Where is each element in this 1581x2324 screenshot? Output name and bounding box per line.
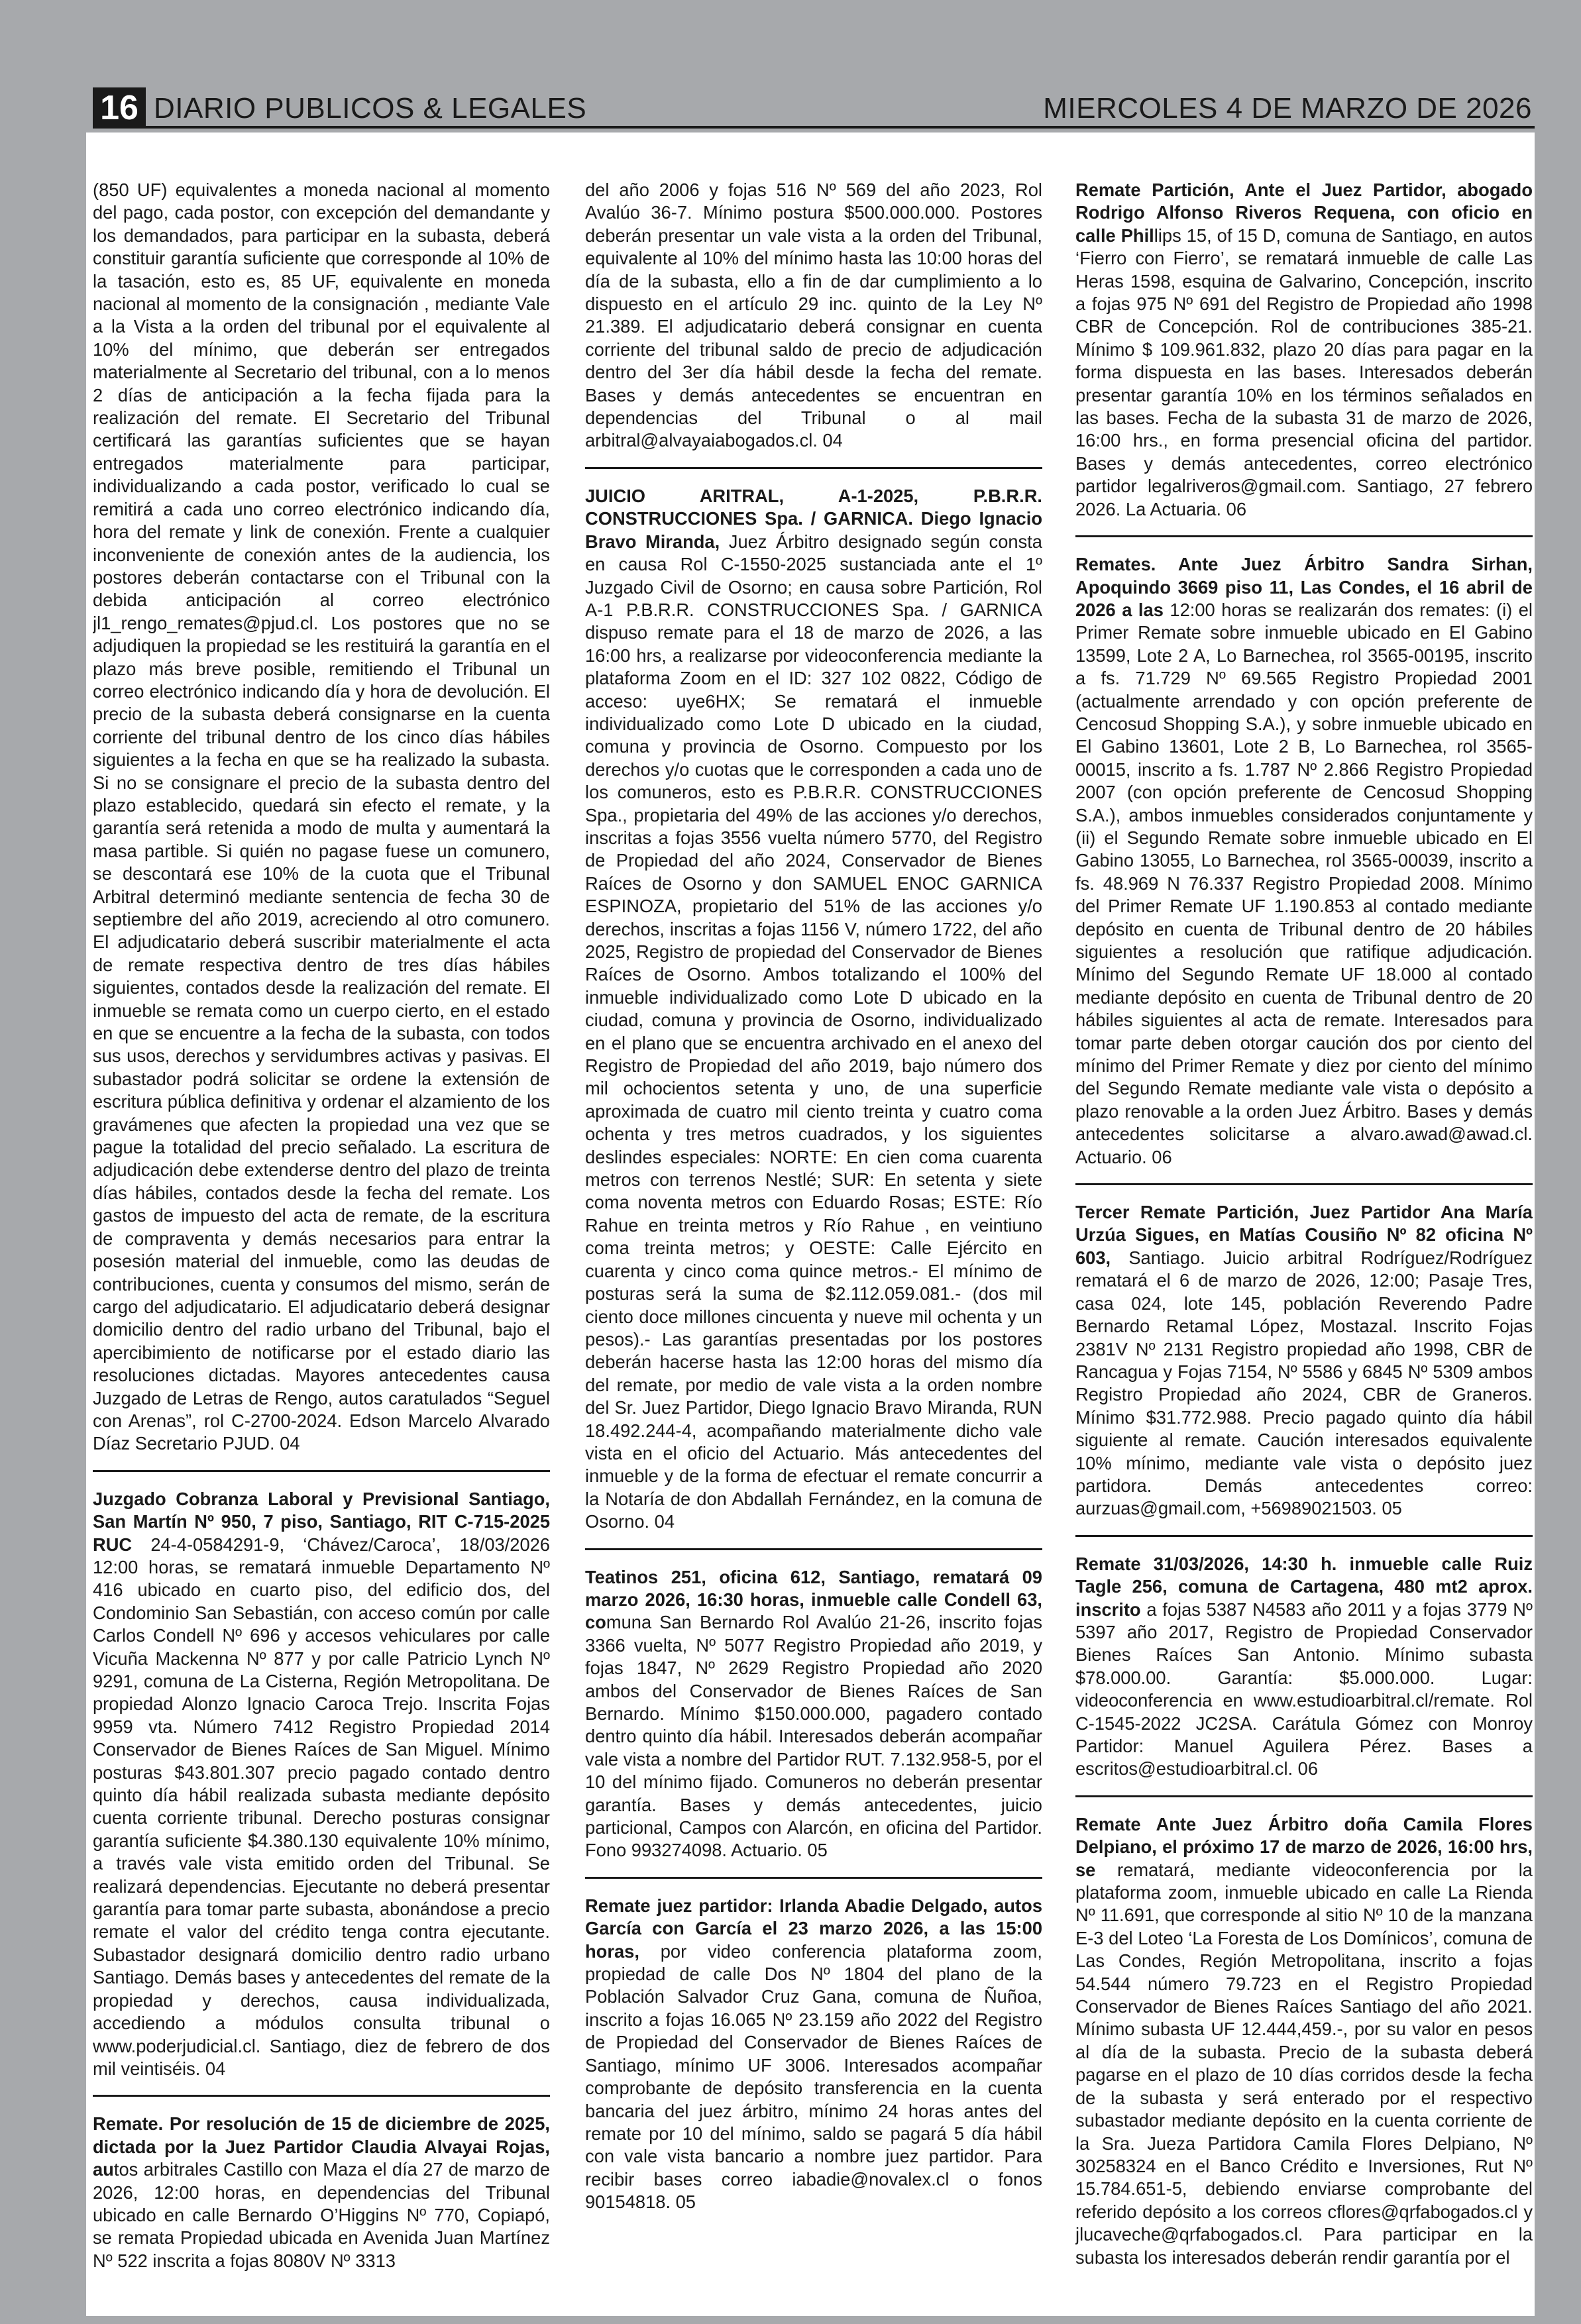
notice-body: rematará, mediante videoconferencia por la plataforma zoom, inmueble ubicado en calle La Rienda Nº 11.691, que corresponde al sitio Nº 10 de la manzana E-3 del Loteo ‘La Foresta de Los Domínicos’, comuna de Las Condes, Región Metropolitana, inscrito a fojas 54.544 número 79.723 en el Registro Propiedad Conservador de Bienes Raíces Santiago del año 2021. Mínimo subasta UF 12.444,459.-, por su valor en pesos al día de la subasta. Precio de la subasta deberá pagarse en el plazo de 10 días corridos desde la fecha de la subasta y será enterado por el respectivo subastador mediante depósito en la cuenta corriente de la Sra. Jueza Partidora Camila Flores Delpiano, Nº 30258324 en el Banco Crédito e Inversiones, Rut Nº 15.784.651-5, debiendo enviarse comprobante del referido depósito a los correos cflores@qrfabogados.cl y jlucaveche@qrfabogados.cl. Para participar en la subasta los interesados deberán rendir garantía por el <box>1075 1859 1533 2268</box>
page-number: 16 <box>93 87 146 127</box>
notice-body: del año 2006 y fojas 516 Nº 569 del año 2023, Rol Avalúo 36-7. Mínimo postura $500.000.000. Postores deberán presentar un vale vista a la orden del Tribunal, equivalente al 10% del mínimo hasta las 10:00 horas del día de la subasta, ello a fin de dar cumplimiento a lo dispuesto en el artículo 29 inc. quinto de la Ley Nº 21.389. El adjudicatario deberá consignar en cuenta corriente del tribunal saldo de precio de adjudicación dentro del 3er día hábil desde la fecha del remate. Bases y demás antecedentes se encuentran en dependencias del Tribunal o al mail arbitral@alvayaiabogados.cl. 04 <box>585 180 1042 451</box>
notice-heading: Juzgado Cobranza Laboral y Previsional Santiago, San Martín Nº 950, 7 piso, Santiago, RIT C-715-2025 RUC <box>93 1488 550 1555</box>
notice-heading: Remate Partición, Ante el Juez Partidor, abogado Rodrigo Alfonso Riveros Requena, con oficio en calle Phil <box>1075 180 1533 246</box>
notice-body: lips 15, of 15 D, comuna de Santiago, en autos ‘Fierro con Fierro’, se rematará inmueble de calle Las Heras 1598, esquina de Galvarino, Concepción, inscrito a fojas 975 Nº 691 del Registro de Propiedad año 1998 CBR de Concepción. Rol de contribuciones 385-21. Mínimo $ 109.961.832, plazo 20 días para pagar en la forma dispuesta en las bases. Interesados deberán presentar garantía 10% en los términos señalados en las bases. Fecha de la subasta 31 de marzo de 2026, 16:00 hrs., en forma presencial oficina del partidor. Bases y demás antecedentes, correo electrónico partidor legalriveros@gmail.com. Santiago, 27 febrero 2026. La Actuaria. 06 <box>1075 225 1533 519</box>
legal-notice <box>1075 1813 1533 2284</box>
notice-body: 12:00 horas se realizarán dos remates: (i) el Primer Remate sobre inmueble ubicado en El Gabino 13599, Lote 2 A, Lo Barnechea, rol 3565-00195, inscrito a fs. 71.729 Nº 69.565 Registro Propiedad 2001 (actualmente arrendado y con opción preferente de Cencosud Shopping S.A.), y sobre inmueble ubicado en El Gabino 13601, Lote 2 B, Lo Barnechea, rol 3565-00015, inscrito a fs. 1.787 Nº 2.866 Registro Propiedad 2007 (con opción preferente de Cencosud Shopping S.A.), ambos inmuebles considerados conjuntamente y (ii) el Segundo Remate sobre inmueble ubicado en El Gabino 13055, Lo Barnechea, rol 3565-00039, inscrito a fs. 48.969 N 76.337 Registro Propiedad 2008. Mínimo del Primer Remate UF 1.190.853 al contado mediante depósito en cuenta de Tribunal dentro de 20 hábiles siguientes a resolución que ratifique adjudicación. Mínimo del Segundo Remate UF 18.000 al contado mediante depósito en cuenta de Tribunal dentro de 20 hábiles siguientes al acta de remate. Interesados para tomar parte deben otorgar caución dos por ciento del mínimo del Primer Remate y diez por ciento del mínimo del Segundo Remate mediante vale vista o depósito a plazo renovable a la orden Juez Árbitro. Bases y demás antecedentes solicitarse a alvaro.awad@awad.cl. Actuario. 06 <box>1075 599 1533 1167</box>
notice-divider <box>585 1877 1042 1879</box>
column-3 <box>1075 179 1533 2292</box>
column-1 <box>93 179 550 2292</box>
notice-body: Santiago. Juicio arbitral Rodríguez/Rodríguez rematará el 6 de marzo de 2026, 12:00; Pasaje Tres, casa 024, lote 145, población Reverendo Padre Bernardo Retamal López, Mostazal. Inscrito Fojas 2381V Nº 2131 Registro propiedad año 1998, CBR de Rancagua y Fojas 7154, Nº 5586 y 6845 Nº 5309 ambos Registro Propiedad año 2024, CBR de Graneros. Mínimo $31.772.988. Precio pagado quinto día hábil siguiente al remate. Caución interesados equivalente 10% mínimo, mediante vale vista o depósito juez partidora. Demás antecedentes correo: aurzuas@gmail.com, +56989021503. 05 <box>1075 1247 1533 1519</box>
notice-heading: JUICIO ARITRAL, A-1-2025, P.B.R.R. CONSTRUCCIONES Spa. / GARNICA. Diego Ignacio Bravo Miranda, <box>585 485 1042 552</box>
notice-divider <box>1075 535 1533 537</box>
notice-divider <box>93 2095 550 2097</box>
legal-notice <box>585 1566 1042 1877</box>
legal-notice <box>585 179 1042 467</box>
notice-body: tos arbitrales Castillo con Maza el día 27 de marzo de 2026, 12:00 horas, en dependencias del Tribunal ubicado en calle Bernardo O’Higgins Nº 770, Copiapó, se remata Propiedad ubicada en Avenida Juan Martínez Nº 522 inscrita a fojas 8080V Nº 3313 <box>93 2159 550 2271</box>
legal-notice <box>1075 1553 1533 1795</box>
notice-body: por video conferencia plataforma zoom, propiedad de calle Dos Nº 1804 del plano de la Población Salvador Cruz Gana, comuna de Ñuñoa, inscrito a fojas 16.065 Nº 23.159 año 2022 del Registro de Propiedad del Conservador de Bienes Raíces de Santiago, mínimo UF 3006. Interesados acompañar comprobante de depósito transferencia en la cuenta bancaria del juez árbitro, mínimo 24 horas antes del remate por 10 del mínimo, saldo se pagará 5 día hábil con vale vista bancario a nombre juez partidor. Para recibir bases correo iabadie@novalex.cl o fonos 90154818. 05 <box>585 1940 1042 2213</box>
notice-heading: Tercer Remate Partición, Juez Partidor Ana María Urzúa Sigues, en Matías Cousiño Nº 82 oficina Nº 603, <box>1075 1202 1533 1268</box>
notice-body: 24-4-0584291-9, ‘Chávez/Caroca’, 18/03/2026 12:00 horas, se rematará inmueble Departamento Nº 416 ubicado en cuarto piso, del edificio dos, del Condominio San Sebastián, con acceso común por calle Carlos Condell Nº 696 y accesos vehiculares por calle Vicuña Mackenna Nº 877 y por calle Patricio Lynch Nº 9291, comuna de La Cisterna, Región Metropolitana. De propiedad Alonzo Ignacio Caroca Trejo. Inscrita Fojas 9959 vta. Número 7412 Registro Propiedad 2014 Conservador de Bienes Raíces de San Miguel. Mínimo posturas $43.801.307 precio pagado contado dentro quinto día hábil realizada subasta mediante depósito cuenta corriente tribunal. Derecho posturas consignar garantía suficiente $4.380.130 equivalente 10% mínimo, a través vale vista emitido orden del Tribunal. Se realizará dependencias. Ejecutante no deberá presentar garantía para tomar parte subasta, abonándose a precio remate el valor del crédito tenga contra ejecutante. Subastador designará domicilio dentro radio urbano Santiago. Demás bases y antecedentes del remate de la propiedad y derechos, causa individualizada, accediendo a módulos consulta tribunal o www.poderjudicial.cl. Santiago, diez de febrero de dos mil veintiséis. 04 <box>93 1534 550 2079</box>
notice-body: (850 UF) equivalentes a moneda nacional al momento del pago, cada postor, con excepción del demandante y los demandados, para participar en la subasta, deberá constituir garantía suficiente que corresponde al 10% de la tasación, esto es, 85 UF, equivalente en moneda nacional al momento de la consignación , mediante Vale a la Vista a la orden del tribunal por el equivalente al 10% del mínimo, que deberán ser entregados materialmente al Secretario del tribunal, con a lo menos 2 días de anticipación a la fecha fijada para la realización del remate. El Secretario del Tribunal certificará las garantías suficientes que se hayan entregados materialmente para participar, individualizando a cada postor, verificado lo cual se remitirá a cada uno correo electrónico indicando día, hora del remate y link de conexión. Frente a cualquier inconveniente de conexión antes de la audiencia, los postores deberán contactarse con el Tribunal con la debida anticipación al correo electrónico jl1_rengo_remates@pjud.cl. Los postores que no se adjudiquen la propiedad se les restituirá la garantía en el plazo más breve posible, remitiendo el Tribunal un correo electrónico indicando día y hora de devolución. El precio de la subasta deberá consignarse en la cuenta corriente del tribunal dentro de los cinco días hábiles siguientes a la fecha en que se ha realizado la subasta. Si no se consignare el precio de la subasta dentro del plazo establecido, quedará sin efecto el remate, y la garantía será retenida a modo de multa y aumentará la masa partible. Si quién no pagase fuese un comunero, se descontará ese 10% de la cuota que el Tribunal Arbitral determinó mediante sentencia de fecha 30 de septiembre del año 2019, acreciendo al otro comunero. El adjudicatario deberá suscribir materialmente el acta de remate respectiva dentro de tres días hábiles siguientes, contados desde la realización del remate. El inmueble se remata como un cuerpo cierto, en el estado en que se encuentre a la fecha de la subasta, con todos sus usos, derechos y servidumbres activas y pasivas. El subastador podrá solicitar se ordene la extensión de escritura pública definitiva y ordenar el alzamiento de los gravámenes que afecten la propiedad una vez que se pague la totalidad del precio señalado. La escritura de adjudicación debe extenderse dentro del plazo de treinta días hábiles, contados desde la fecha del remate. Los gastos de impuesto del acta de remate, de la escritura de compraventa y demás necesarios para entrar la posesión material del inmueble, como las deudas de contribuciones, cuenta y consumos del mismo, serán de cargo del adjudicatario. El adjudicatario deberá designar domicilio dentro del radio urbano del Tribunal, bajo el apercibimiento de notificarse por el estado diario las resoluciones dictadas. Mayores antecedentes causa Juzgado de Letras de Rengo, autos caratulados “Seguel con Arenas”, rol C-2700-2024. Edson Marcelo Alvarado Díaz Secretario PJUD. 04 <box>93 180 550 1454</box>
legal-notice <box>1075 1201 1533 1535</box>
page-header <box>93 85 1535 129</box>
notice-heading: Remate juez partidor: Irlanda Abadie Delgado, autos García con García el 23 marzo 2026, a las 15:00 horas, <box>585 1895 1042 1962</box>
legal-notice <box>93 179 550 1470</box>
notice-divider <box>585 467 1042 469</box>
notice-heading: Teatinos 251, oficina 612, Santiago, rematará 09 marzo 2026, 16:30 horas, inmueble calle Condell 63, co <box>585 1566 1042 1633</box>
publication-date: MIERCOLES 4 DE MARZO DE 2026 <box>1043 92 1532 125</box>
legal-notice <box>93 2113 550 2287</box>
notice-body: Juez Árbitro designado según consta en causa Rol C-1550-2025 sustanciada ante el 1º Juzgado Civil de Osorno; en causa sobre Partición, Rol A-1 P.B.R.R. CONSTRUCCIONES Spa. / GARNICA dispuso remate para el 18 de marzo de 2026, a las 16:00 hrs, a realizarse por videoconferencia mediante la plataforma Zoom en el ID: 327 102 0822, Código de acceso: uye6HX; Se rematará el inmueble individualizado como Lote D ubicado en la ciudad, comuna y provincia de Osorno. Compuesto por los derechos y/o cuotas que le corresponden a cada uno de los comuneros, esto es P.B.R.R. CONSTRUCCIONES Spa., propietaria del 49% de las acciones y/o derechos, inscritas a fojas 3556 vuelta número 5770, del Registro de Propiedad del año 2024, Conservador de Bienes Raíces de Osorno y don SAMUEL ENOC GARNICA ESPINOZA, propietario del 51% de las acciones y/o derechos, inscritas a fojas 1156 V, número 1722, del año 2025, Registro de propiedad del Conservador de Bienes Raíces de Osorno. Ambos totalizando el 100% del inmueble individualizado como Lote D ubicado en la ciudad, comuna y provincia de Osorno, individualizado en el plano que se encuentra archivado en el anexo del Registro de Propiedad del año 2019, bajo número dos mil ochocientos setenta y uno, de una superficie aproximada de cuatro mil ciento treinta y cuatro coma ochenta y tres metros cuadrados, y los siguientes deslindes especiales: NORTE: En cien coma cuarenta metros con terrenos Nestlé; SUR: En setenta y siete coma noventa metros con Eduardo Rosas; ESTE: Río Rahue en treinta metros y Río Rahue , en veintiuno coma treinta metros; y OESTE: Calle Ejército en cuarenta y cinco coma quince metros.- El mínimo de posturas será la suma de $2.112.059.081.- (dos mil ciento doce millones cincuenta y nueve mil ochenta y un pesos).- Las garantías presentadas por los postores deberán hacerse hasta las 12:00 horas del mismo día del remate, por medio de vale vista a la orden nombre del Sr. Juez Partidor, Diego Ignacio Bravo Miranda, RUN 18.492.244-4, acompañando materialmente dicho vale vista en el oficio del Actuario. Más antecedentes del inmueble y de la forma de efectuar el remate concurrir a la Notaría de don Abdallah Fernández, en la comuna de Osorno. 04 <box>585 531 1042 1532</box>
legal-notice <box>1075 179 1533 535</box>
notice-divider <box>1075 1795 1533 1797</box>
publication-title: DIARIO PUBLICOS & LEGALES <box>154 92 587 125</box>
notice-divider <box>585 1548 1042 1550</box>
legal-notice <box>585 1895 1042 2229</box>
notice-heading: Remate Ante Juez Árbitro doña Camila Flores Delpiano, el próximo 17 de marzo de 2026, 16:00 hrs, se <box>1075 1813 1533 1880</box>
notice-divider <box>1075 1183 1533 1185</box>
legal-notice <box>1075 553 1533 1183</box>
legal-notice <box>585 485 1042 1548</box>
notice-heading: Remate. Por resolución de 15 de diciembre de 2025, dictada por la Juez Partidor Claudia Alvayai Rojas, au <box>93 2113 550 2180</box>
column-2 <box>585 179 1042 2292</box>
notice-heading: Remates. Ante Juez Árbitro Sandra Sirhan, Apoquindo 3669 piso 11, Las Condes, el 16 abril de 2026 a las <box>1075 554 1533 620</box>
notice-body: a fojas 5387 N4583 año 2011 y a fojas 3779 Nº 5397 año 2017, Registro de Propiedad Conservador Bienes Raíces San Antonio. Mínimo subasta $78.000.00. Garantía: $5.000.000. Lugar: videoconferencia en www.estudioarbitral.cl/remate. Rol C-1545-2022 JC2SA. Carátula Gómez con Monroy Partidor: Manuel Aguilera Pérez. Bases a escritos@estudioarbitral.cl. 06 <box>1075 1599 1533 1779</box>
notice-body: muna San Bernardo Rol Avalúo 21-26, inscrito fojas 3366 vuelta, Nº 5077 Registro Propiedad año 2019, y fojas 1847, Nº 2629 Registro Propiedad año 2020 ambos del Conservador de Bienes Raíces de San Bernardo. Mínimo $150.000.000, pagadero contado dentro quinto día hábil. Interesados deberán acompañar vale vista a nombre del Partidor RUT. 7.132.958-5, por el 10 del mínimo fijado. Comuneros no deberán presentar garantía. Bases y demás antecedentes, juicio particional, Campos con Alarcón, en oficina del Partidor. Fono 993274098. Actuario. 05 <box>585 1612 1042 1861</box>
legal-notice <box>93 1488 550 2095</box>
notice-divider <box>1075 1535 1533 1537</box>
notice-heading: Remate 31/03/2026, 14:30 h. inmueble calle Ruiz Tagle 256, comuna de Cartagena, 480 mt2 aprox. inscrito <box>1075 1553 1533 1620</box>
notice-divider <box>93 1470 550 1472</box>
